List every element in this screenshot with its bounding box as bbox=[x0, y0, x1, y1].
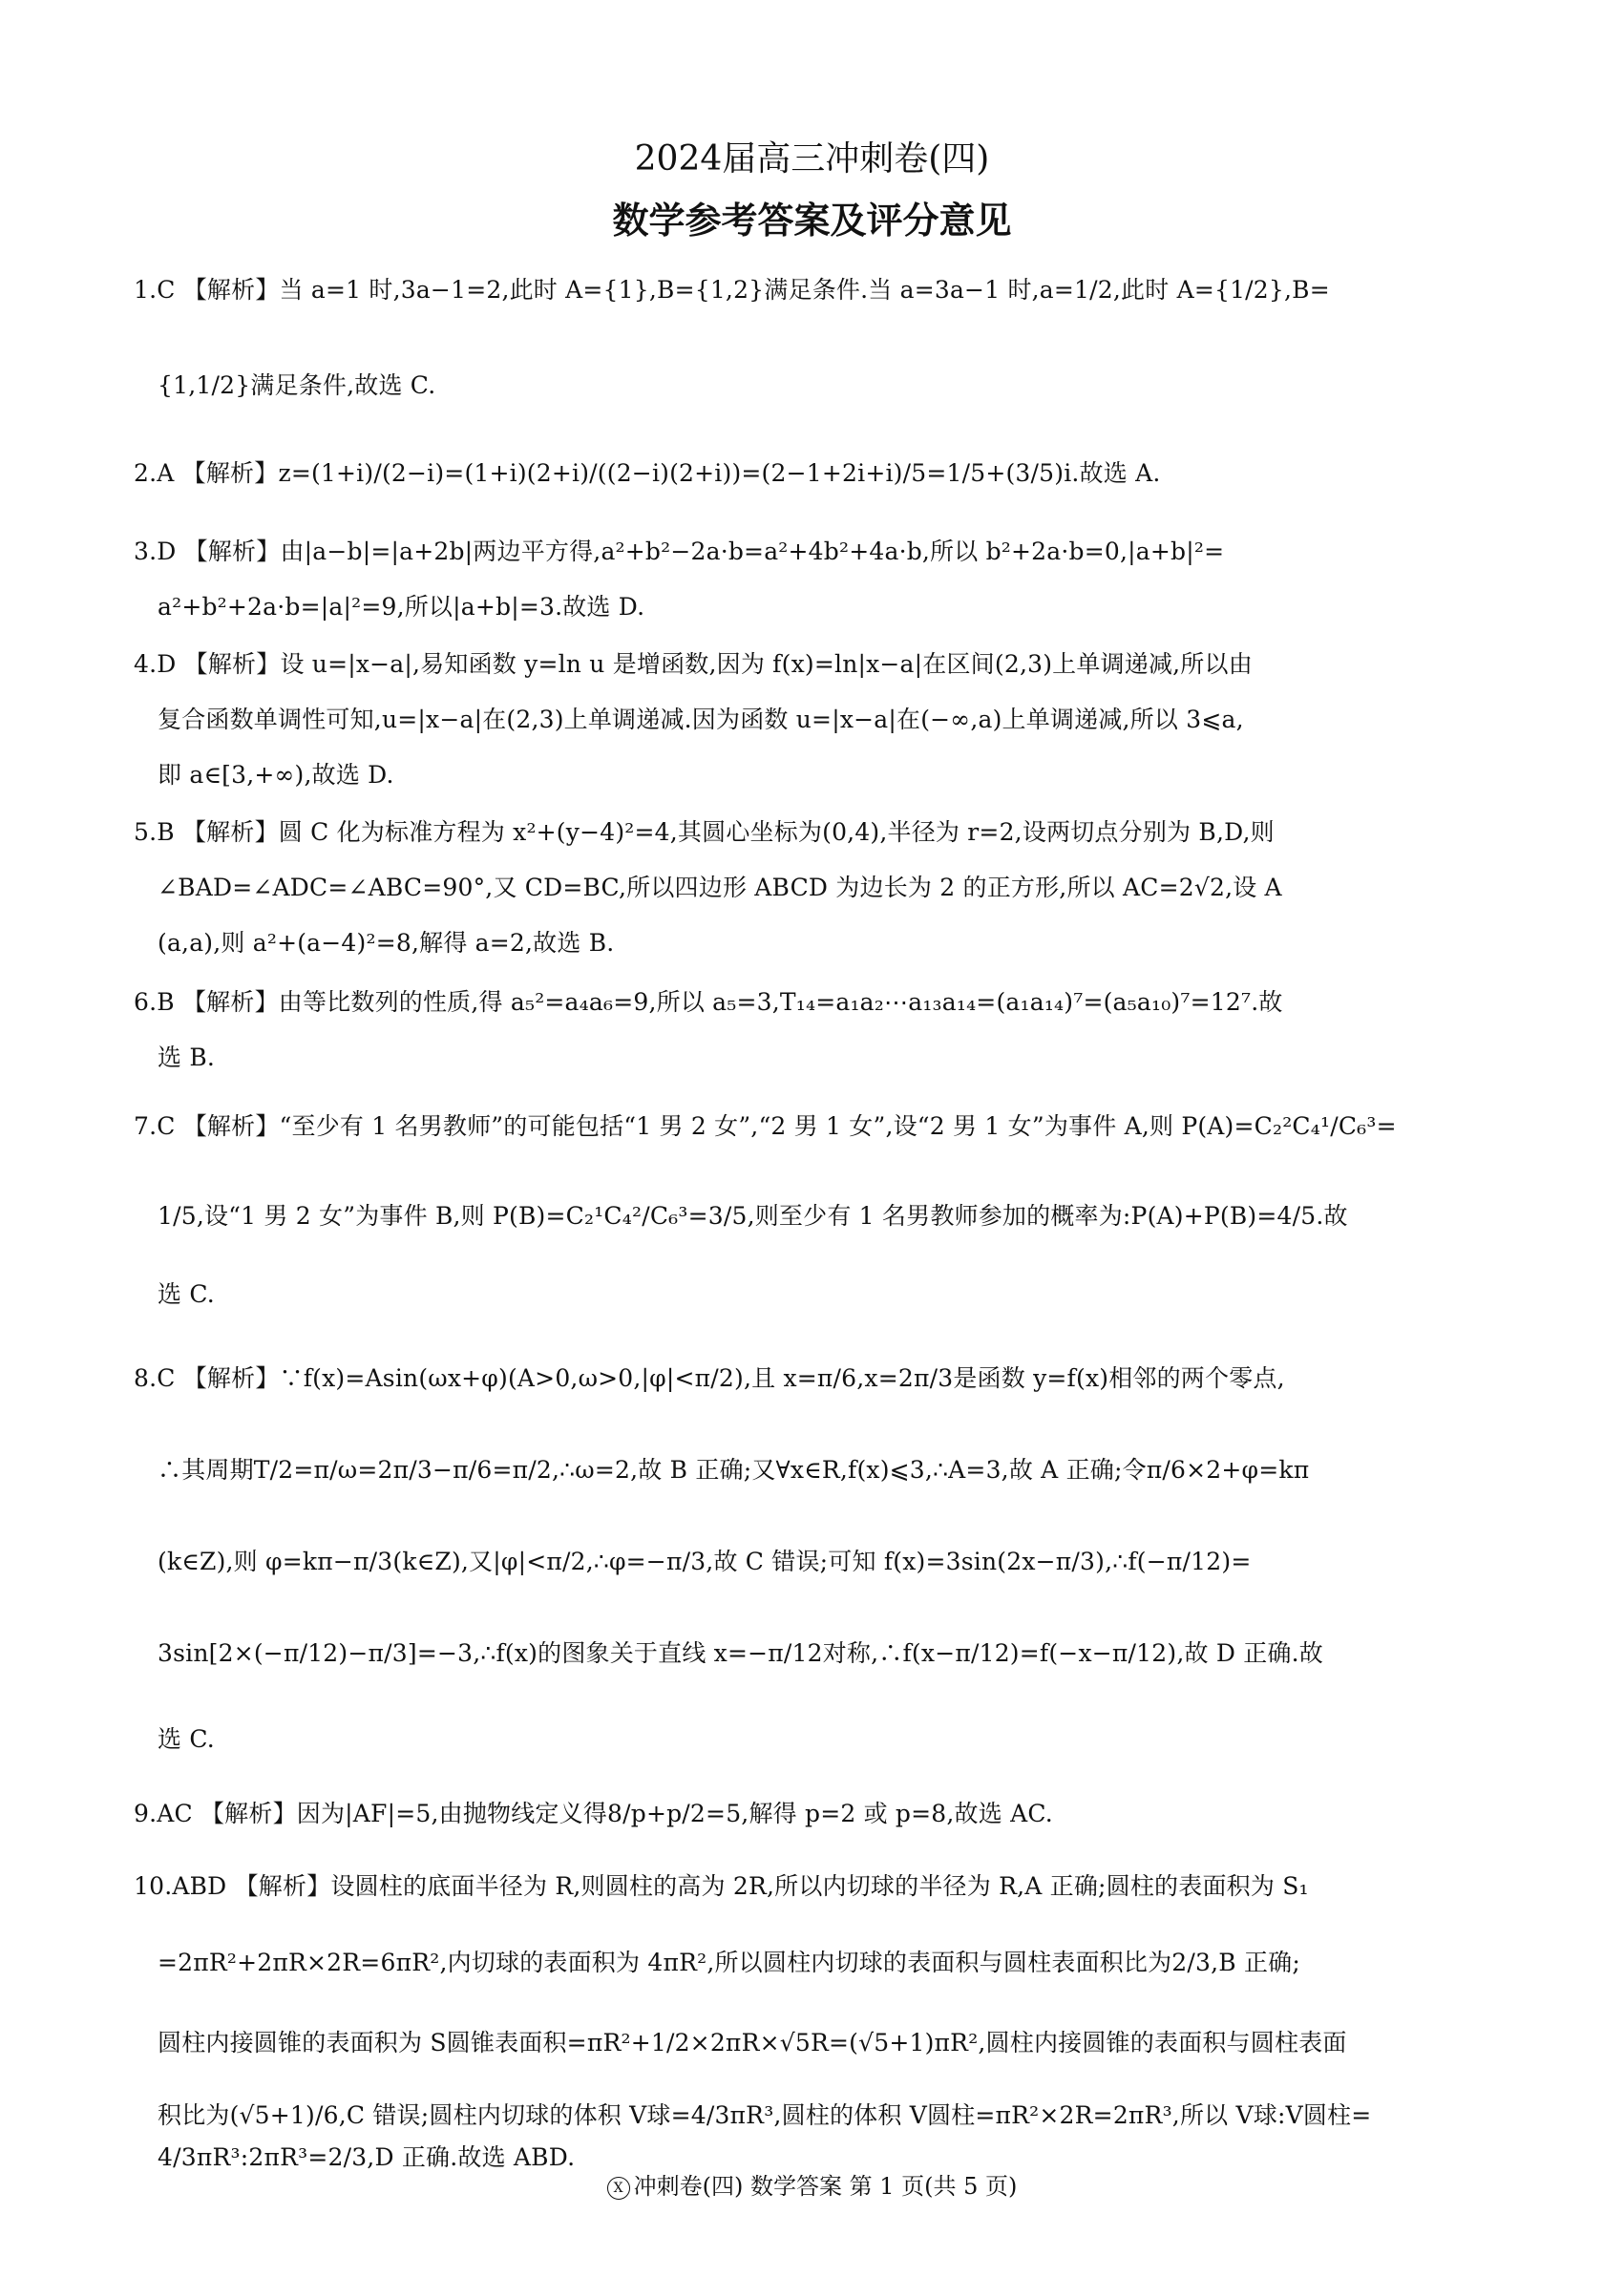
answer-line: 选 C. bbox=[158, 1280, 215, 1308]
answer-line: 1/5,设“1 男 2 女”为事件 B,则 P(B)=C₂¹C₄²/C₆³=3/5,则至少有 1 名男教师参加的概率为:P(A)+P(B)=4/5.故 bbox=[158, 1202, 1348, 1230]
answer-line: 10.ABD 【解析】设圆柱的底面半径为 R,则圆柱的高为 2R,所以内切球的半径为 R,A 正确;圆柱的表面积为 S₁ bbox=[134, 1872, 1309, 1900]
answer-line: 4.D 【解析】设 u=|x−a|,易知函数 y=ln u 是增函数,因为 f(x)=ln|x−a|在区间(2,3)上单调递减,所以由 bbox=[134, 650, 1253, 678]
answer-line: {1,1/2}满足条件,故选 C. bbox=[158, 371, 436, 399]
answer-line: 9.AC 【解析】因为|AF|=5,由抛物线定义得8/p+p/2=5,解得 p=2 或 p=8,故选 AC. bbox=[134, 1800, 1053, 1827]
answer-line: 圆柱内接圆锥的表面积为 S圆锥表面积=πR²+1/2×2πR×√5R=(√5+1)πR²,圆柱内接圆锥的表面积与圆柱表面 bbox=[158, 2029, 1347, 2057]
answer-line: ∠BAD=∠ADC=∠ABC=90°,又 CD=BC,所以四边形 ABCD 为边长为 2 的正方形,所以 AC=2√2,设 A bbox=[158, 874, 1282, 901]
answer-line: 8.C 【解析】∵f(x)=Asin(ωx+φ)(A>0,ω>0,|φ|<π/2),且 x=π/6,x=2π/3是函数 y=f(x)相邻的两个零点, bbox=[134, 1364, 1285, 1392]
answer-line: 选 B. bbox=[158, 1044, 216, 1071]
answer-line: (a,a),则 a²+(a−4)²=8,解得 a=2,故选 B. bbox=[158, 929, 615, 957]
answer-line: a²+b²+2a·b=|a|²=9,所以|a+b|=3.故选 D. bbox=[158, 593, 645, 621]
answer-line: 积比为(√5+1)/6,C 错误;圆柱内切球的体积 V球=4/3πR³,圆柱的体积 V圆柱=πR²×2R=2πR³,所以 V球:V圆柱= bbox=[158, 2101, 1372, 2129]
circled-x-mark: X bbox=[607, 2177, 630, 2200]
answer-line: 4/3πR³:2πR³=2/3,D 正确.故选 ABD. bbox=[158, 2143, 576, 2171]
answer-line: 2.A 【解析】z=(1+i)/(2−i)=(1+i)(2+i)/((2−i)(2+i))=(2−1+2i+i)/5=1/5+(3/5)i.故选 A. bbox=[134, 459, 1161, 487]
answer-line: (k∈Z),则 φ=kπ−π/3(k∈Z),又|φ|<π/2,∴φ=−π/3,故 C 错误;可知 f(x)=3sin(2x−π/3),∴f(−π/12)= bbox=[158, 1548, 1252, 1575]
answer-line: 3sin[2×(−π/12)−π/3]=−3,∴f(x)的图象关于直线 x=−π/12对称,∴f(x−π/12)=f(−x−π/12),故 D 正确.故 bbox=[158, 1639, 1323, 1667]
answer-line: 1.C 【解析】当 a=1 时,3a−1=2,此时 A={1},B={1,2}满足条件.当 a=3a−1 时,a=1/2,此时 A={1/2},B= bbox=[134, 276, 1330, 304]
answer-line: 6.B 【解析】由等比数列的性质,得 a₅²=a₄a₆=9,所以 a₅=3,T₁₄=a₁a₂⋯a₁₃a₁₄=(a₁a₁₄)⁷=(a₅a₁₀)⁷=12⁷.故 bbox=[134, 988, 1283, 1016]
answer-line: 7.C 【解析】“至少有 1 名男教师”的可能包括“1 男 2 女”,“2 男 1 女”,设“2 男 1 女”为事件 A,则 P(A)=C₂²C₄¹/C₆³= bbox=[134, 1112, 1397, 1140]
answer-line: 5.B 【解析】圆 C 化为标准方程为 x²+(y−4)²=4,其圆心坐标为(0,4),半径为 r=2,设两切点分别为 B,D,则 bbox=[134, 818, 1275, 846]
answer-line: 选 C. bbox=[158, 1725, 215, 1753]
answer-line: 即 a∈[3,+∞),故选 D. bbox=[158, 761, 394, 789]
page-title: 2024届高三冲刺卷(四) bbox=[634, 139, 990, 179]
answer-line: 3.D 【解析】由|a−b|=|a+2b|两边平方得,a²+b²−2a·b=a²+4b²+4a·b,所以 b²+2a·b=0,|a+b|²= bbox=[134, 538, 1225, 565]
answer-line: 复合函数单调性可知,u=|x−a|在(2,3)上单调递减.因为函数 u=|x−a|在(−∞,a)上单调递减,所以 3⩽a, bbox=[158, 706, 1244, 733]
footer-text: 冲刺卷(四) 数学答案 第 1 页(共 5 页) bbox=[633, 2173, 1018, 2200]
page-footer bbox=[0, 2167, 1624, 2201]
page-subtitle: 数学参考答案及评分意见 bbox=[612, 199, 1012, 242]
answer-line: ∴其周期T/2=π/ω=2π/3−π/6=π/2,∴ω=2,故 B 正确;又∀x∈R,f(x)⩽3,∴A=3,故 A 正确;令π/6×2+φ=kπ bbox=[158, 1456, 1310, 1484]
answer-line: =2πR²+2πR×2R=6πR²,内切球的表面积为 4πR²,所以圆柱内切球的表面积与圆柱表面积比为2/3,B 正确; bbox=[158, 1949, 1300, 1976]
